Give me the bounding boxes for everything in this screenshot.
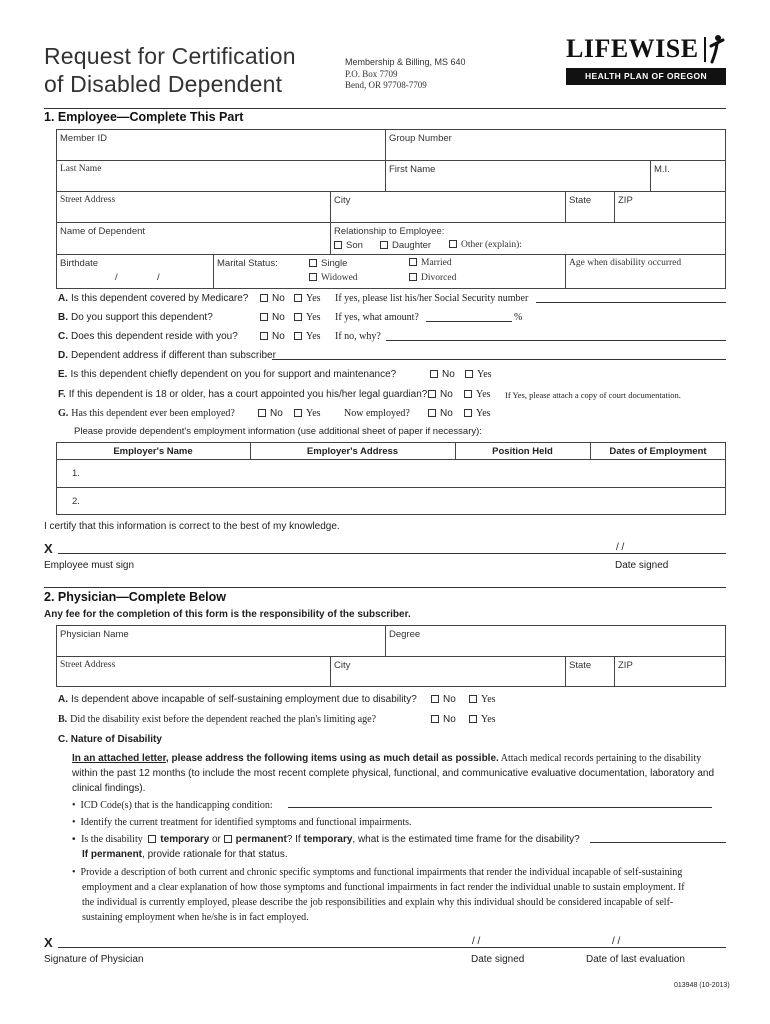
question-b-yes[interactable]: Yes: [294, 312, 321, 323]
bullet-symptoms: • Provide a description of both current and chronic specific symptoms and functional impairments that render the individual incapable of self-sustaining employment and a clear explanation of how those symptoms and functional impairments in fact render the individual unable to sustain employment. If the individual is currently employed, please describe the job responsibilities and explain why this individual should be considered incapable of self- sustaining employment when he/she is in fact employed.: [72, 867, 685, 923]
section-divider: [44, 108, 726, 109]
question-e-no[interactable]: No: [430, 369, 455, 380]
physician-street-field[interactable]: Street Address: [60, 660, 116, 670]
date-separator: / /: [612, 936, 621, 947]
checkbox[interactable]: [409, 273, 417, 281]
table-header: Dates of Employment: [609, 446, 707, 457]
checkbox[interactable]: [431, 695, 439, 703]
grid-line: [213, 254, 214, 289]
checkbox[interactable]: [469, 715, 477, 723]
physician-question-b-no[interactable]: No: [431, 714, 456, 725]
nature-instructions: In an attached letter, please address the following items using as much detail as possible. Attach medical records pertaining to the disability within the past 12 months (to include the most recent complete physical, functional, and communicative evaluative documentation, laboratory and clinical findings).: [72, 753, 715, 794]
ssn-input-line[interactable]: [536, 302, 726, 303]
checkbox[interactable]: [334, 241, 342, 249]
bullet-disability-type: • Is the disability temporary or permanent? If temporary, what is the estimated time frame for the disability?: [72, 834, 580, 845]
grid-line: [614, 656, 615, 687]
first-name-field[interactable]: First Name: [389, 164, 436, 175]
relationship-daughter-option[interactable]: Daughter: [380, 240, 431, 251]
grid-line: [330, 191, 331, 254]
checkbox[interactable]: [294, 332, 302, 340]
checkbox[interactable]: [431, 715, 439, 723]
question-c: C. Does this dependent reside with you?: [58, 331, 238, 342]
grid-line: [385, 625, 386, 656]
question-f-no[interactable]: No: [428, 389, 453, 400]
city-field[interactable]: City: [334, 195, 351, 206]
question-b-no[interactable]: No: [260, 312, 285, 323]
marital-married-option[interactable]: Married: [409, 258, 452, 268]
checkbox[interactable]: [430, 370, 438, 378]
date-separator: /: [115, 272, 118, 283]
checkbox[interactable]: [258, 409, 266, 417]
street-address-field[interactable]: Street Address: [60, 195, 116, 205]
checkbox[interactable]: [260, 313, 268, 321]
icd-input-line[interactable]: [288, 807, 712, 808]
date-last-evaluation-label: Date of last evaluation: [586, 954, 685, 965]
group-number-field[interactable]: Group Number: [389, 133, 452, 144]
grid-line: [565, 656, 566, 687]
employment-info-note: Please provide dependent's employment information (use additional sheet of paper if necessary):: [74, 426, 482, 437]
marital-widowed-option[interactable]: Widowed: [309, 273, 358, 283]
table-row-line: [56, 459, 726, 460]
checkbox[interactable]: [469, 695, 477, 703]
checkbox[interactable]: [464, 390, 472, 398]
birthdate-field[interactable]: Birthdate: [60, 258, 99, 269]
table-row[interactable]: 2.: [72, 496, 80, 507]
question-e: E. Is this dependent chiefly dependent on you for support and maintenance?: [58, 369, 397, 380]
age-disability-field[interactable]: Age when disability occurred: [569, 258, 682, 268]
question-c-yes[interactable]: Yes: [294, 331, 321, 342]
question-f-followup: If Yes, please attach a copy of court documentation.: [505, 390, 681, 400]
form-code: 013948 (10-2013): [674, 982, 730, 989]
checkbox[interactable]: [309, 259, 317, 267]
checkbox[interactable]: [449, 240, 457, 248]
checkbox[interactable]: [380, 241, 388, 249]
timeframe-input-line[interactable]: [590, 842, 726, 843]
table-row[interactable]: 1.: [72, 468, 80, 479]
physician-question-a-yes[interactable]: Yes: [469, 694, 496, 705]
grid-line: [56, 191, 726, 192]
address-line: P.O. Box 7709: [345, 68, 398, 79]
physician-city-field[interactable]: City: [334, 660, 351, 671]
physician-question-b-yes[interactable]: Yes: [469, 714, 496, 725]
zip-field[interactable]: ZIP: [618, 195, 633, 206]
physician-zip-field[interactable]: ZIP: [618, 660, 633, 671]
physician-signature-label: Signature of Physician: [44, 954, 144, 965]
grid-line: [56, 222, 726, 223]
grid-line: [385, 129, 386, 191]
state-field[interactable]: State: [569, 195, 592, 206]
question-f: F. If this dependent is 18 or older, has a court appointed you his/her legal guardian?: [58, 389, 428, 400]
question-a: A. Is this dependent covered by Medicare?: [58, 293, 249, 304]
checkbox[interactable]: [148, 835, 156, 843]
last-name-field[interactable]: Last Name: [60, 164, 102, 174]
bullet-permanent-rationale: If permanent, provide rationale for that status.: [82, 849, 288, 860]
table-header: Position Held: [492, 446, 553, 457]
question-c-followup: If no, why?: [335, 331, 381, 342]
employee-signature-line[interactable]: [58, 553, 726, 554]
question-a-no[interactable]: No: [260, 293, 285, 304]
now-employed-label: Now employed?: [344, 408, 410, 419]
now-employed-yes[interactable]: Yes: [464, 408, 491, 419]
checkbox[interactable]: [309, 273, 317, 281]
date-separator: / /: [472, 936, 481, 947]
dependent-address-line[interactable]: [272, 359, 726, 360]
logo-tagline: HEALTH PLAN OF OREGON: [566, 68, 726, 85]
middle-initial-field[interactable]: M.I.: [654, 164, 670, 175]
section2-title: 2. Physician—Complete Below: [44, 590, 226, 604]
grid-line: [330, 656, 331, 687]
certification-statement: I certify that this information is correct to the best of my knowledge.: [44, 521, 340, 532]
grid-line: [56, 656, 726, 657]
checkbox[interactable]: [428, 390, 436, 398]
marital-divorced-option[interactable]: Divorced: [409, 273, 456, 283]
logo-wordmark: LIFEWISE: [566, 34, 699, 63]
question-e-yes[interactable]: Yes: [465, 369, 492, 380]
degree-field[interactable]: Degree: [389, 629, 421, 640]
question-a-followup: If yes, please list his/her Social Security number: [335, 293, 529, 304]
marital-single-option[interactable]: Single: [309, 258, 347, 269]
question-a-yes[interactable]: Yes: [294, 293, 321, 304]
signature-mark: X: [44, 541, 53, 556]
checkbox[interactable]: [294, 294, 302, 302]
question-g-no[interactable]: No: [258, 408, 283, 419]
employee-sign-label: Employee must sign: [44, 560, 135, 571]
checkbox[interactable]: [465, 370, 473, 378]
table-row-line: [56, 487, 726, 488]
section-divider: [44, 587, 726, 588]
checkbox[interactable]: [260, 332, 268, 340]
physician-signature-line[interactable]: [58, 947, 726, 948]
person-figure-icon: [703, 34, 725, 66]
question-f-yes[interactable]: Yes: [464, 389, 491, 400]
grid-line: [56, 254, 726, 255]
question-b: B. Do you support this dependent?: [58, 312, 213, 323]
physician-question-a-no[interactable]: No: [431, 694, 456, 705]
relationship-label: Relationship to Employee:: [334, 226, 445, 237]
checkbox[interactable]: [428, 409, 436, 417]
question-d: D. Dependent address if different than subscriber: [58, 350, 276, 361]
marital-status-label: Marital Status:: [217, 258, 278, 269]
bullet-treatment: • Identify the current treatment for identified symptoms and functional impairments.: [72, 817, 412, 828]
checkbox[interactable]: [260, 294, 268, 302]
physician-name-field[interactable]: Physician Name: [60, 629, 129, 640]
percent-sign: %: [514, 312, 523, 323]
question-b-followup: If yes, what amount?: [335, 312, 419, 323]
checkbox[interactable]: [294, 409, 302, 417]
table-header: Employer's Name: [113, 446, 193, 457]
nature-of-disability-title: C. Nature of Disability: [58, 734, 162, 745]
form-title: Request for Certification of Disabled Dependent: [44, 43, 296, 97]
grid-line: [565, 191, 566, 222]
physician-question-a: A. Is dependent above incapable of self-sustaining employment due to disability?: [58, 694, 417, 705]
grid-line: [56, 160, 726, 161]
date-separator: /: [157, 272, 160, 283]
physician-question-b: B. Did the disability exist before the dependent reached the plan's limiting age?: [58, 714, 377, 725]
lifewise-logo: [566, 34, 726, 90]
address-line: Bend, OR 97708-7709: [345, 80, 427, 90]
now-employed-no[interactable]: No: [428, 408, 453, 419]
date-separator: / /: [616, 542, 625, 553]
signature-mark: X: [44, 935, 53, 950]
section1-title: 1. Employee—Complete This Part: [44, 110, 244, 124]
mailing-address: [345, 57, 466, 92]
relationship-other-option[interactable]: Other (explain):: [449, 240, 522, 250]
checkbox[interactable]: [464, 409, 472, 417]
date-signed-label: Date signed: [471, 954, 525, 965]
checkbox[interactable]: [409, 258, 417, 266]
checkbox[interactable]: [294, 313, 302, 321]
checkbox[interactable]: [224, 835, 232, 843]
physician-state-field[interactable]: State: [569, 660, 592, 671]
grid-line: [614, 191, 615, 222]
member-id-field[interactable]: Member ID: [60, 133, 107, 144]
question-g: G. Has this dependent ever been employed?: [58, 408, 235, 419]
grid-line: [565, 254, 566, 289]
question-g-yes[interactable]: Yes: [294, 408, 321, 419]
table-header: Employer's Address: [306, 446, 399, 457]
address-line: Membership & Billing, MS 640: [345, 57, 466, 67]
grid-line: [650, 160, 651, 191]
bullet-icd: • ICD Code(s) that is the handicapping condition:: [72, 800, 273, 811]
reason-input-line[interactable]: [386, 340, 726, 341]
fee-note: Any fee for the completion of this form is the responsibility of the subscriber.: [44, 609, 411, 620]
relationship-son-option[interactable]: Son: [334, 240, 363, 251]
dependent-name-field[interactable]: Name of Dependent: [60, 226, 146, 237]
question-c-no[interactable]: No: [260, 331, 285, 342]
date-signed-label: Date signed: [615, 560, 669, 571]
amount-input-line[interactable]: [426, 321, 512, 322]
